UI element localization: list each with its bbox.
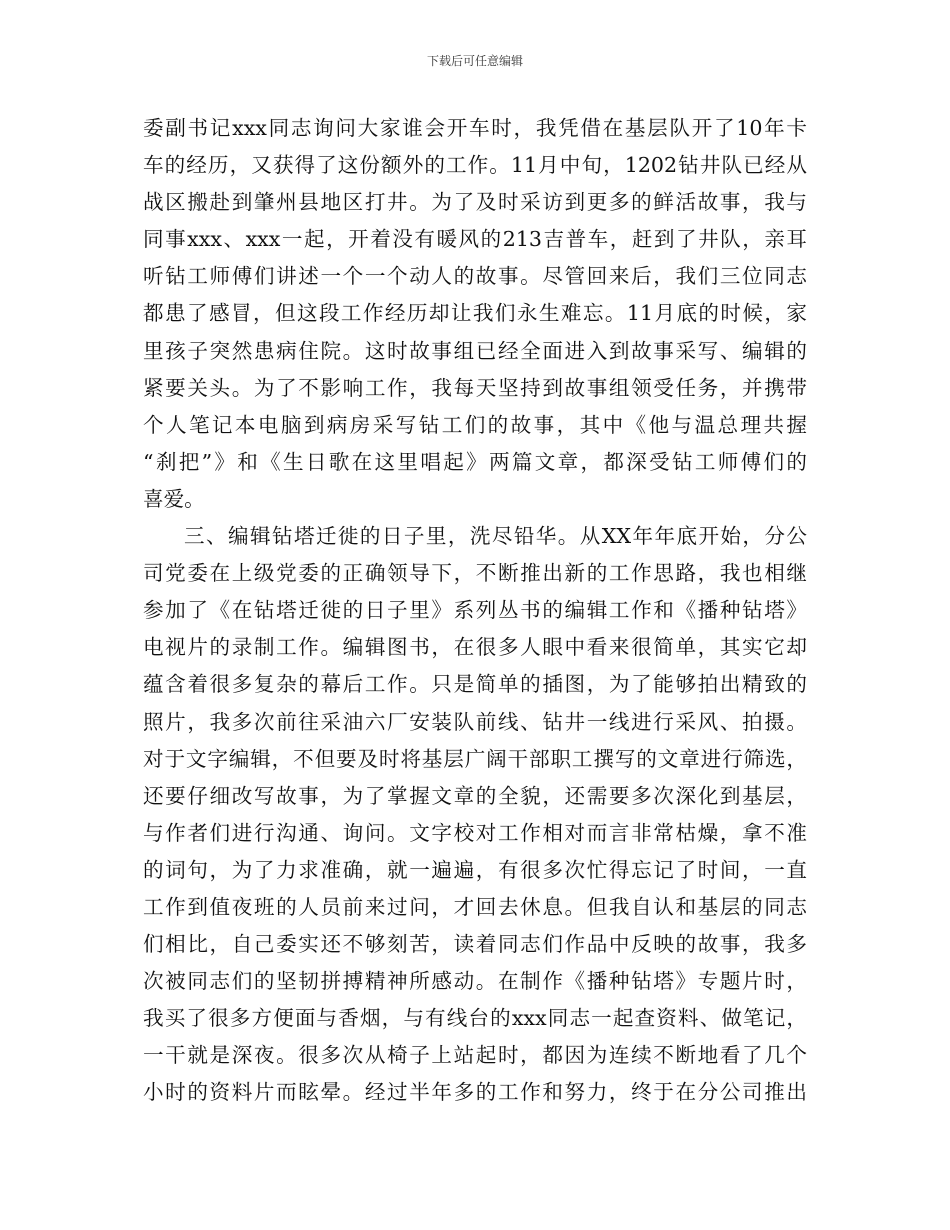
text-line: 电视片的录制工作。编辑图书，在很多人眼中看来很简单，其实它却	[143, 635, 807, 660]
text-line: 一干就是深夜。很多次从椅子上站起时，都因为连续不断地看了几个	[143, 1043, 807, 1068]
page-header: 下载后可任意编辑	[426, 54, 523, 68]
text-line: 的词句，为了力求准确，就一遍遍，有很多次忙得忘记了时间，一直	[143, 857, 807, 882]
text-line: 司党委在上级党委的正确领导下，不断推出新的工作思路，我也相继	[143, 561, 807, 586]
text-line: 蕴含着很多复杂的幕后工作。只是简单的插图，为了能够拍出精致的	[143, 672, 807, 697]
text-line: 次被同志们的坚韧拼搏精神所感动。在制作《播种钻塔》专题片时，	[143, 969, 807, 994]
text-line: “刹把”》和《生日歌在这里唱起》两篇文章，都深受钻工师傅们的	[143, 449, 807, 474]
text-line: 里孩子突然患病住院。这时故事组已经全面进入到故事采写、编辑的	[143, 338, 807, 363]
text-line: 紧要关头。为了不影响工作，我每天坚持到故事组领受任务，并携带	[143, 375, 807, 400]
text-line: 委副书记xxx同志询问大家谁会开车时，我凭借在基层队开了10年卡	[143, 116, 807, 140]
text-line: 与作者们进行沟通、询问。文字校对工作相对而言非常枯燥，拿不准	[143, 820, 807, 845]
text-line: 我买了很多方便面与香烟，与有线台的xxx同志一起查资料、做笔记，	[143, 1006, 807, 1031]
text-line: 都患了感冒，但这段工作经历却让我们永生难忘。11月底的时候，家	[143, 301, 807, 326]
text-line: 们相比，自己委实还不够刻苦，读着同志们作品中反映的故事，我多	[143, 932, 807, 957]
text-line: 喜爱。	[143, 486, 205, 511]
text-line: 战区搬赴到肇州县地区打井。为了及时采访到更多的鲜活故事，我与	[143, 190, 807, 215]
text-line: 个人笔记本电脑到病房采写钻工们的故事，其中《他与温总理共握	[143, 412, 807, 437]
text-line: 小时的资料片而眩晕。经过半年多的工作和努力，终于在分公司推出	[143, 1080, 807, 1105]
paragraph-first-line: 三、编辑钻塔迁徙的日子里，洗尽铅华。从XX年年底开始，分公	[184, 524, 807, 549]
document-body	[143, 110, 807, 1112]
text-line: 参加了《在钻塔迁徙的日子里》系列丛书的编辑工作和《播种钻塔》	[143, 598, 807, 623]
text-line: 还要仔细改写故事，为了掌握文章的全貌，还需要多次深化到基层，	[143, 783, 807, 808]
text-line: 听钻工师傅们讲述一个一个动人的故事。尽管回来后，我们三位同志	[143, 264, 807, 289]
text-line: 对于文字编辑，不但要及时将基层广阔干部职工撰写的文章进行筛选，	[143, 746, 807, 771]
text-line: 车的经历，又获得了这份额外的工作。11月中旬，1202钻井队已经从	[143, 153, 807, 178]
text-line: 同事xxx、xxx一起，开着没有暖风的213吉普车，赶到了井队，亲耳	[143, 227, 807, 252]
text-line: 照片，我多次前往采油六厂安装队前线、钻井一线进行采风、拍摄。	[143, 709, 807, 734]
text-line: 工作到值夜班的人员前来过问，才回去休息。但我自认和基层的同志	[143, 894, 807, 919]
